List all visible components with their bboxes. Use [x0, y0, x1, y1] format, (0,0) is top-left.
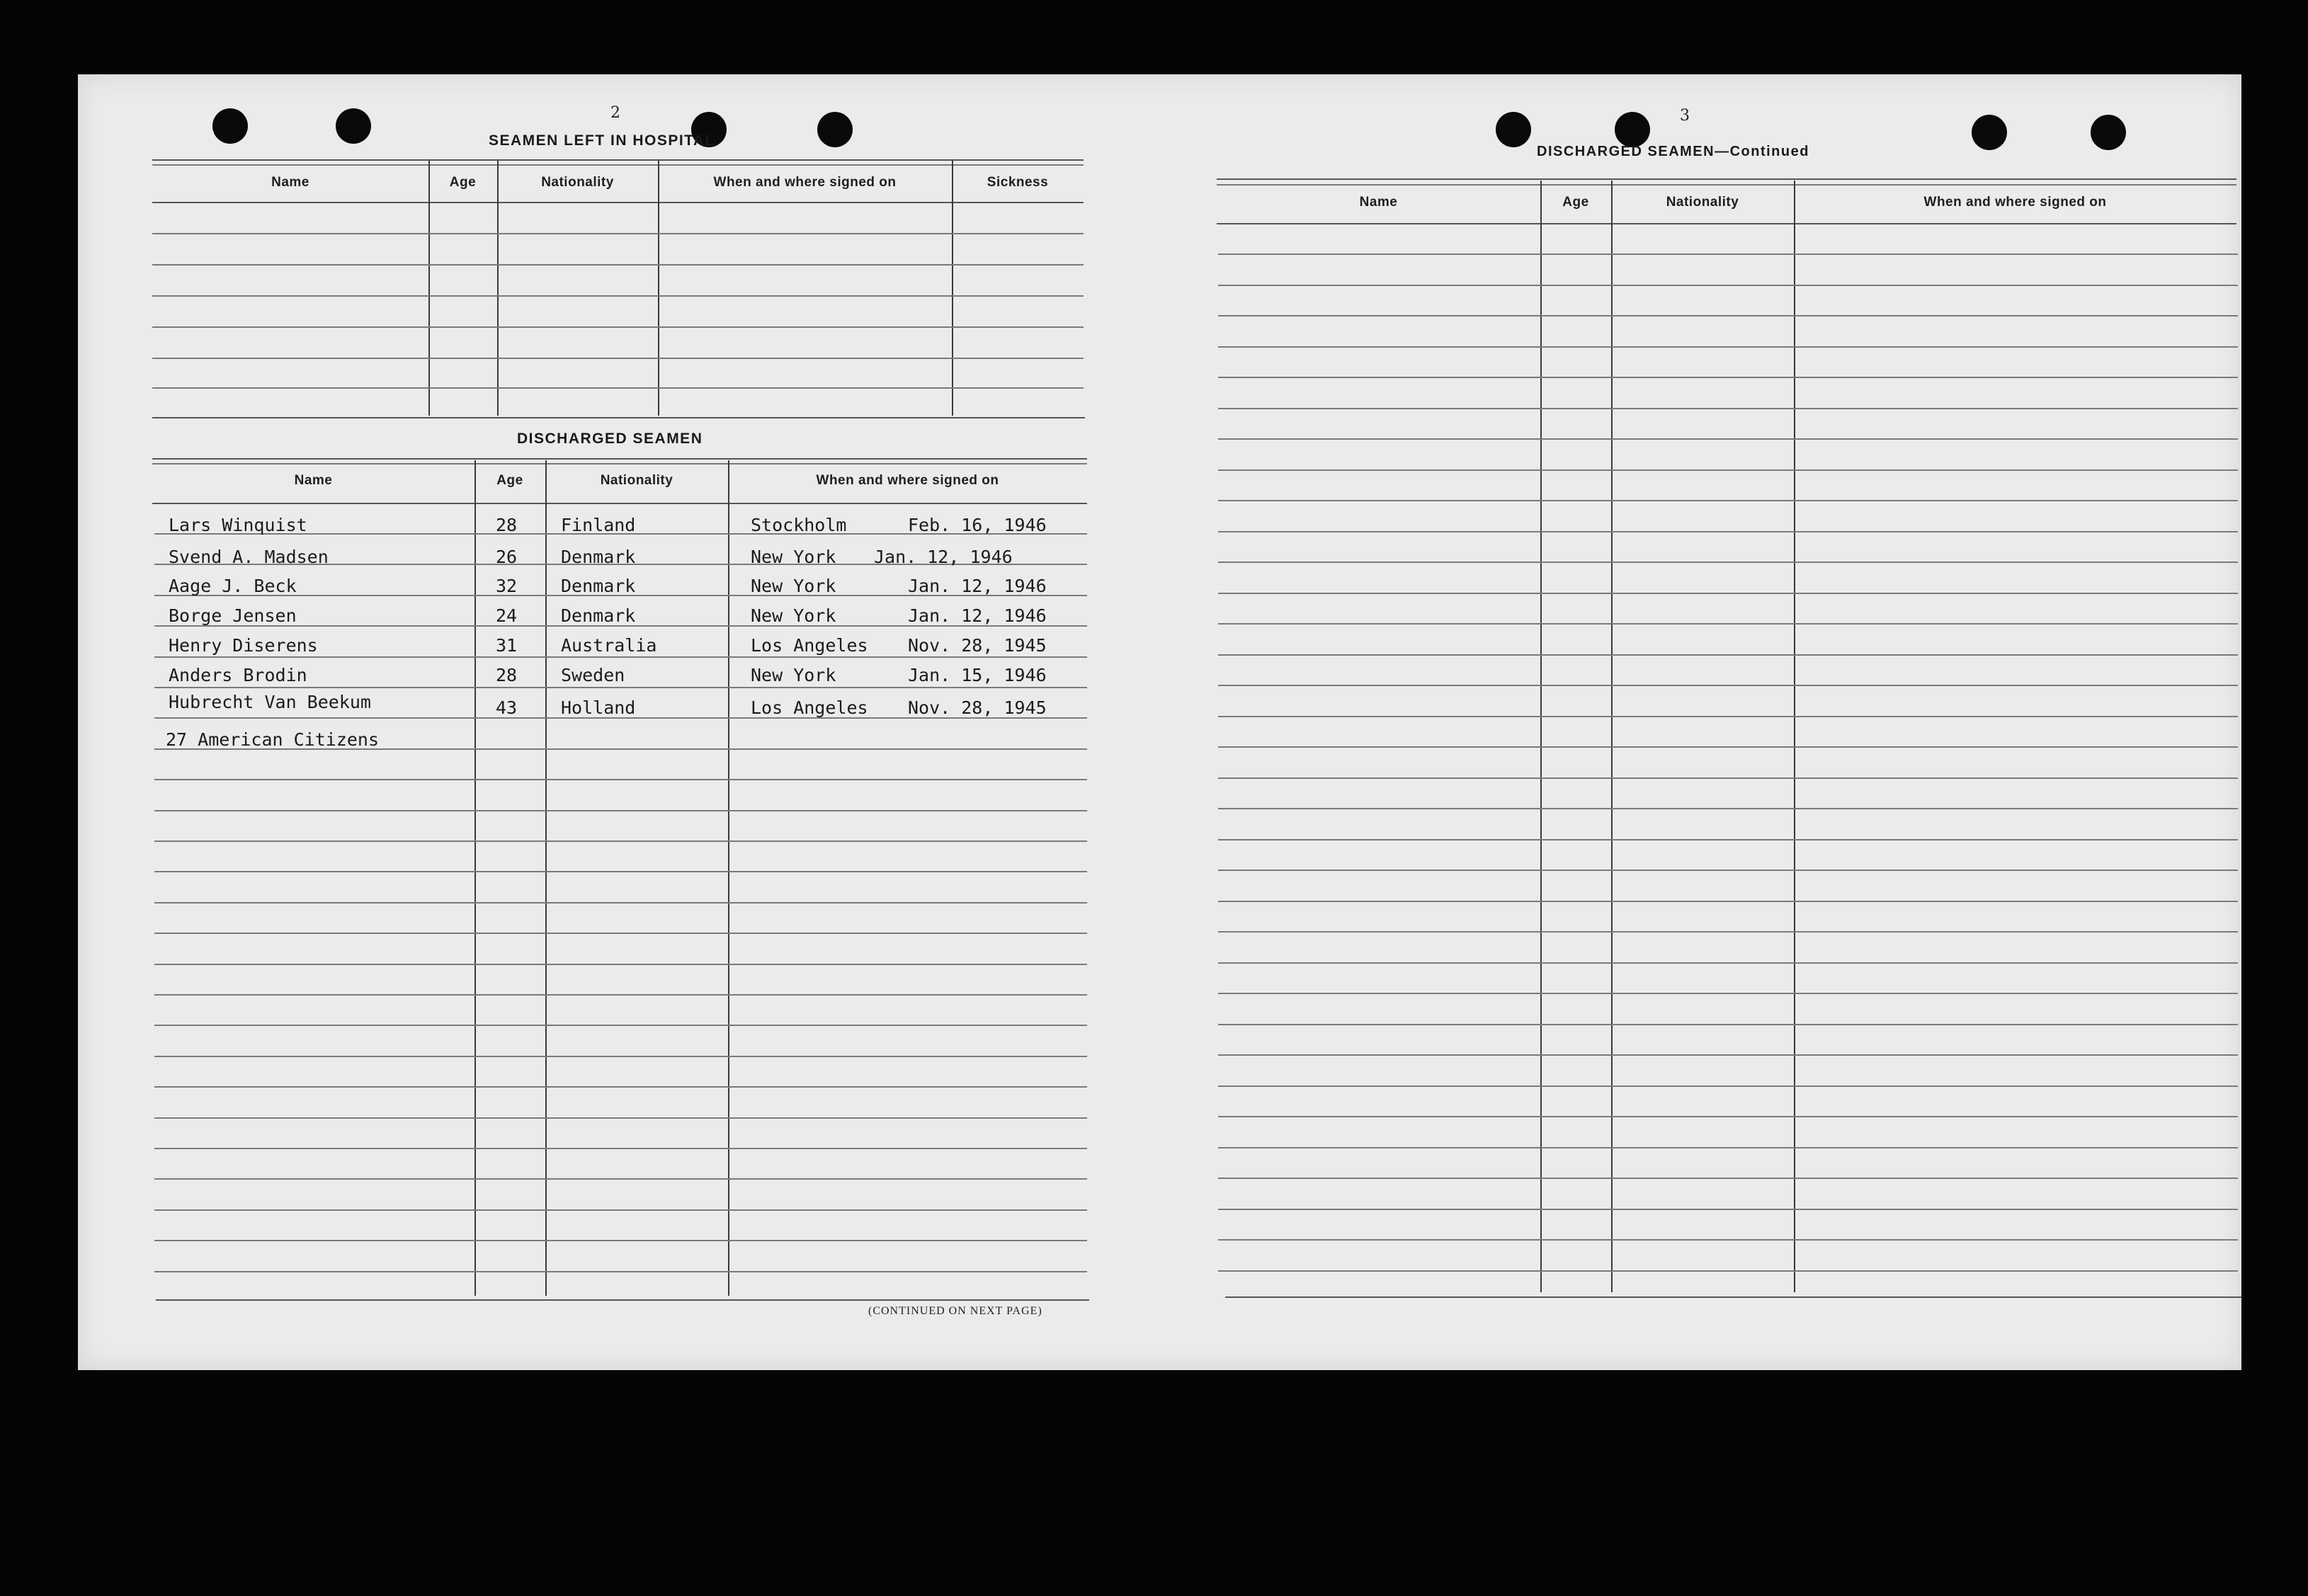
- rule-line: [154, 840, 1087, 842]
- column-header-nationality: Nationality: [600, 473, 673, 488]
- signed-on-place: New York: [751, 665, 836, 685]
- signed-on-place: New York: [751, 547, 836, 567]
- seaman-name: Svend A. Madsen: [169, 547, 329, 567]
- signed-on-place: Los Angeles: [751, 635, 868, 656]
- signed-on-date: Jan. 12, 1946: [908, 605, 1047, 626]
- punch-hole: [1615, 112, 1650, 147]
- column-header-age: Age: [1562, 195, 1589, 210]
- signed-on-date: Nov. 28, 1945: [908, 697, 1047, 718]
- seaman-name: Aage J. Beck: [169, 576, 297, 596]
- rule-line: [1218, 1116, 2238, 1117]
- rule-line: [1218, 1209, 2238, 1210]
- rule-line: [154, 1178, 1087, 1180]
- signed-on-date: Jan. 12, 1946: [874, 547, 1013, 567]
- punch-hole: [336, 108, 371, 144]
- rule-line: [1218, 346, 2238, 348]
- rule-line: [154, 1209, 1087, 1211]
- rule-line: [154, 1271, 1087, 1272]
- punch-hole: [2091, 115, 2126, 150]
- hospital-section-title: SEAMEN LEFT IN HOSPITAL: [489, 132, 715, 149]
- rule-line: [1218, 746, 2238, 748]
- rule-line: [154, 1056, 1087, 1057]
- seaman-nationality: Denmark: [561, 605, 636, 626]
- rule-line: [1218, 500, 2238, 501]
- column-header-name: Name: [1359, 195, 1398, 210]
- column-header-nationality: Nationality: [541, 175, 614, 190]
- rule-line: [1218, 1024, 2238, 1025]
- rule-line: [154, 964, 1087, 965]
- rule-line: [1218, 315, 2238, 317]
- signed-on-date: Jan. 15, 1946: [908, 665, 1047, 685]
- signed-on-date: Feb. 16, 1946: [908, 515, 1047, 535]
- continued-section-title: DISCHARGED SEAMEN—Continued: [1537, 144, 1809, 159]
- rule-line: [154, 1117, 1087, 1119]
- column-header-nationality: Nationality: [1666, 195, 1739, 210]
- seaman-nationality: Sweden: [561, 665, 625, 685]
- punch-hole: [1496, 112, 1531, 147]
- rule-line: [154, 1025, 1087, 1026]
- seaman-nationality: Denmark: [561, 547, 636, 567]
- rule-line: [154, 994, 1087, 996]
- seaman-name: Borge Jensen: [169, 605, 297, 626]
- punch-hole: [212, 108, 248, 144]
- rule-line: [1218, 253, 2238, 255]
- punch-hole: [1972, 115, 2007, 150]
- seaman-nationality: Finland: [561, 515, 636, 535]
- rule-line: [1218, 593, 2238, 594]
- rule-line: [1218, 808, 2238, 809]
- seaman-age: 32: [496, 576, 518, 596]
- rule-line: [1218, 562, 2238, 563]
- rule-line: [1218, 1239, 2238, 1241]
- rule-line: [1218, 716, 2238, 717]
- seaman-age: 24: [496, 605, 518, 626]
- rule-line: [1218, 1054, 2238, 1056]
- seaman-age: 43: [496, 697, 518, 718]
- rule-line: [154, 1148, 1087, 1149]
- seaman-name: Lars Winquist: [169, 515, 307, 535]
- column-header-signed-on: When and where signed on: [713, 175, 897, 190]
- column-header-age: Age: [449, 175, 477, 190]
- signed-on-place: New York: [751, 605, 836, 626]
- seaman-age: 26: [496, 547, 518, 567]
- discharged-section-title: DISCHARGED SEAMEN: [517, 431, 703, 447]
- seaman-name: Hubrecht Van Beekum: [169, 692, 371, 712]
- column-header-name: Name: [294, 473, 333, 488]
- seaman-age: 28: [496, 515, 518, 535]
- rule-line: [154, 1086, 1087, 1088]
- rule-line: [154, 933, 1087, 934]
- rule-line: [1218, 931, 2238, 933]
- rule-line: [1218, 1270, 2238, 1272]
- seaman-nationality: Holland: [561, 697, 636, 718]
- rule-line: [1218, 623, 2238, 625]
- signed-on-place: Los Angeles: [751, 697, 868, 718]
- rule-line: [1218, 1178, 2238, 1179]
- seaman-nationality: Australia: [561, 635, 657, 656]
- rule-line: [1218, 901, 2238, 902]
- rule-line: [154, 810, 1087, 811]
- rule-line: [154, 779, 1087, 780]
- page-number: 2: [610, 104, 620, 122]
- column-header-signed-on: When and where signed on: [1923, 195, 2107, 210]
- column-header-sickness: Sickness: [987, 175, 1049, 190]
- rule-line: [154, 656, 1087, 658]
- column-header-name: Name: [271, 175, 309, 190]
- seaman-age: 31: [496, 635, 518, 656]
- column-header-signed-on: When and where signed on: [816, 473, 999, 488]
- rule-line: [1218, 1085, 2238, 1087]
- page-number: 3: [1680, 107, 1690, 125]
- rule-line: [154, 902, 1087, 904]
- seaman-name: Anders Brodin: [169, 665, 307, 685]
- rule-line: [1218, 962, 2238, 964]
- rule-line: [1218, 408, 2238, 409]
- seaman-age: 28: [496, 665, 518, 685]
- rule-line: [1218, 1147, 2238, 1148]
- rule-line: [1218, 531, 2238, 532]
- citizens-note: 27 American Citizens: [166, 729, 380, 750]
- rule-line: [1218, 469, 2238, 471]
- rule-line: [1218, 654, 2238, 656]
- rule-line: [154, 871, 1087, 872]
- signed-on-place: New York: [751, 576, 836, 596]
- continued-note: (CONTINUED ON NEXT PAGE): [868, 1305, 1042, 1317]
- rule-line: [154, 1240, 1087, 1241]
- column-header-age: Age: [496, 473, 523, 488]
- rule-line: [1218, 870, 2238, 871]
- ledger-sheet: [78, 74, 2241, 1370]
- rule-line: [1218, 777, 2238, 779]
- punch-hole: [817, 112, 853, 147]
- rule-line: [1218, 285, 2238, 286]
- rule-line: [1218, 377, 2238, 378]
- rule-line: [1218, 685, 2238, 686]
- rule-line: [1218, 839, 2238, 840]
- rule-line: [1218, 993, 2238, 994]
- rule-line: [154, 687, 1087, 688]
- signed-on-date: Nov. 28, 1945: [908, 635, 1047, 656]
- signed-on-place: Stockholm: [751, 515, 847, 535]
- seaman-name: Henry Diserens: [169, 635, 318, 656]
- rule-line: [1218, 438, 2238, 440]
- signed-on-date: Jan. 12, 1946: [908, 576, 1047, 596]
- seaman-nationality: Denmark: [561, 576, 636, 596]
